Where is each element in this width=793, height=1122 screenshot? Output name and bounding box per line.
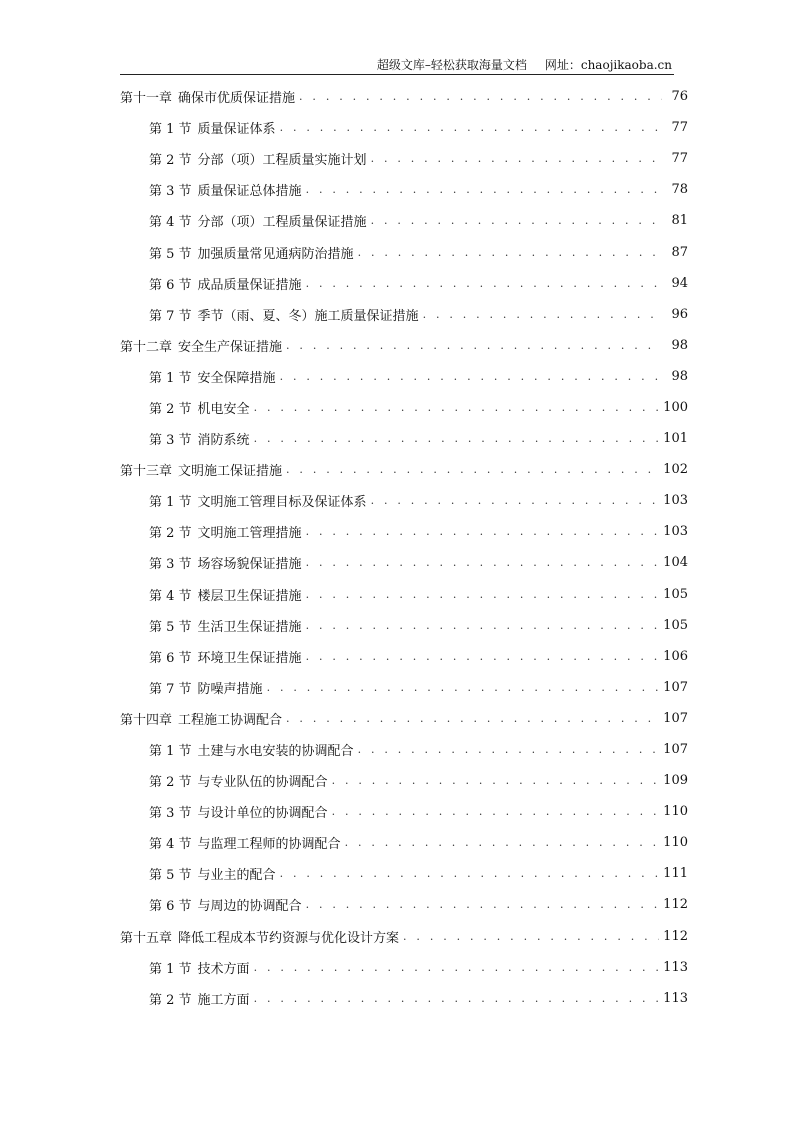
toc-entry-title: 与周边的协调配合 (197, 899, 302, 915)
toc-section-entry[interactable] (0, 361, 688, 392)
toc-entry-number: 第 5 节 (149, 246, 192, 262)
toc-dot-leader (299, 90, 662, 103)
toc-entry-title: 确保市优质保证措施 (178, 91, 296, 107)
toc-section-entry[interactable] (0, 236, 688, 267)
toc-entry-page-number: 96 (671, 306, 688, 322)
toc-entry-number: 第 2 节 (149, 992, 192, 1008)
toc-entry-title: 文明施工管理目标及保证体系 (197, 495, 367, 511)
toc-entry-page-number: 107 (663, 742, 688, 758)
toc-dot-leader (306, 619, 660, 632)
toc-entry-number: 第 3 节 (149, 557, 192, 573)
toc-entry-title: 环境卫生保证措施 (197, 650, 302, 666)
toc-dot-leader (306, 277, 662, 290)
toc-entry-page-number: 103 (663, 524, 688, 540)
toc-entry-page-number: 106 (663, 648, 688, 664)
toc-entry-number: 第 7 节 (149, 681, 192, 697)
toc-entry-title: 与专业队伍的协调配合 (197, 775, 328, 791)
toc-entry-page-number: 105 (663, 617, 688, 633)
toc-entry-page-number: 98 (671, 337, 688, 353)
toc-dot-leader (306, 183, 662, 196)
toc-entry-number: 第 1 节 (149, 961, 192, 977)
toc-dot-leader (306, 588, 660, 601)
toc-dot-leader (306, 898, 660, 911)
toc-entry-title: 季节（雨、夏、冬）施工质量保证措施 (197, 308, 419, 324)
toc-entry-title: 防噪声措施 (197, 681, 263, 697)
toc-entry-page-number: 109 (663, 773, 688, 789)
toc-entry-title: 降低工程成本节约资源与优化设计方案 (178, 930, 400, 946)
toc-entry-page-number: 81 (671, 213, 688, 229)
toc-entry-page-number: 113 (663, 959, 688, 975)
toc-section-entry[interactable] (0, 423, 688, 454)
toc-section-entry[interactable] (0, 734, 688, 765)
toc-section-entry[interactable] (0, 174, 688, 205)
toc-entry-title: 成品质量保证措施 (197, 277, 302, 293)
toc-section-entry[interactable] (0, 392, 688, 423)
toc-chapter-entry[interactable] (0, 330, 688, 361)
toc-entry-title: 文明施工管理措施 (197, 526, 302, 542)
toc-entry-title: 场容场貌保证措施 (197, 557, 302, 573)
toc-dot-leader (286, 712, 659, 725)
toc-entry-number: 第 2 节 (149, 775, 192, 791)
toc-section-entry[interactable] (0, 547, 688, 578)
header-url: 网址：chaojikaoba.cn (544, 58, 672, 72)
toc-entry-number: 第十四章 (120, 712, 173, 728)
toc-section-entry[interactable] (0, 952, 688, 983)
toc-entry-page-number: 111 (663, 866, 688, 882)
toc-entry-page-number: 98 (671, 368, 688, 384)
toc-dot-leader (423, 308, 662, 321)
toc-entry-number: 第 1 节 (149, 495, 192, 511)
toc-entry-number: 第十二章 (120, 339, 173, 355)
toc-dot-leader (306, 556, 660, 569)
toc-entry-page-number: 103 (663, 493, 688, 509)
toc-section-entry[interactable] (0, 672, 688, 703)
toc-entry-title: 机电安全 (197, 401, 250, 417)
toc-entry-number: 第十三章 (120, 464, 173, 480)
toc-entry-title: 技术方面 (197, 961, 250, 977)
toc-entry-number: 第 5 节 (149, 868, 192, 884)
toc-entry-page-number: 112 (663, 928, 688, 944)
toc-entry-title: 施工方面 (197, 992, 250, 1008)
toc-entry-number: 第 3 节 (149, 433, 192, 449)
toc-dot-leader (371, 152, 662, 165)
toc-entry-title: 楼层卫生保证措施 (197, 588, 302, 604)
toc-entry-page-number: 110 (663, 835, 688, 851)
toc-section-entry[interactable] (0, 516, 688, 547)
toc-entry-number: 第 2 节 (149, 401, 192, 417)
toc-dot-leader (280, 370, 662, 383)
page-header (120, 56, 674, 75)
toc-entry-title: 文明施工保证措施 (178, 464, 283, 480)
toc-entry-number: 第十五章 (120, 930, 173, 946)
toc-chapter-entry[interactable] (0, 921, 688, 952)
toc-entry-title: 分部（项）工程质量保证措施 (197, 215, 367, 231)
toc-entry-number: 第 1 节 (149, 744, 192, 760)
toc-entry-title: 与设计单位的协调配合 (197, 806, 328, 822)
toc-section-entry[interactable] (0, 610, 688, 641)
toc-entry-title: 质量保证体系 (197, 122, 276, 138)
toc-entry-title: 生活卫生保证措施 (197, 619, 302, 635)
toc-entry-page-number: 107 (663, 679, 688, 695)
toc-entry-page-number: 100 (663, 399, 688, 415)
toc-entry-number: 第 1 节 (149, 122, 192, 138)
toc-entry-title: 安全生产保证措施 (178, 339, 283, 355)
toc-section-entry[interactable] (0, 827, 688, 858)
toc-entry-number: 第 4 节 (149, 215, 192, 231)
toc-entry-title: 分部（项）工程质量实施计划 (197, 153, 367, 169)
toc-entry-page-number: 112 (663, 897, 688, 913)
toc-dot-leader (280, 867, 660, 880)
toc-entry-title: 与业主的配合 (197, 868, 276, 884)
toc-dot-leader (254, 401, 660, 414)
toc-dot-leader (280, 121, 662, 134)
toc-section-entry[interactable] (0, 143, 688, 174)
toc-entry-number: 第 5 节 (149, 619, 192, 635)
toc-chapter-entry[interactable] (0, 454, 688, 485)
header-text (377, 56, 672, 73)
header-site-name: 超级文库–轻松获取海量文档 (376, 58, 527, 72)
toc-dot-leader (345, 836, 660, 849)
toc-entry-number: 第 7 节 (149, 308, 192, 324)
toc-dot-leader (306, 650, 660, 663)
toc-entry-title: 消防系统 (197, 433, 250, 449)
toc-dot-leader (286, 339, 662, 352)
toc-entry-page-number: 101 (663, 431, 688, 447)
toc-dot-leader (286, 463, 659, 476)
toc-section-entry[interactable] (0, 641, 688, 672)
toc-entry-number: 第 3 节 (149, 184, 192, 200)
toc-section-entry[interactable] (0, 796, 688, 827)
toc-entry-number: 第十一章 (120, 91, 173, 107)
toc-dot-leader (332, 774, 660, 787)
toc-entry-title: 与监理工程师的协调配合 (197, 837, 341, 853)
toc-dot-leader (254, 961, 660, 974)
toc-entry-number: 第 1 节 (149, 370, 192, 386)
toc-entry-page-number: 110 (663, 804, 688, 820)
toc-entry-page-number: 77 (671, 120, 688, 136)
toc-entry-page-number: 77 (671, 151, 688, 167)
toc-dot-leader (358, 743, 660, 756)
toc-entry-number: 第 6 节 (149, 899, 192, 915)
toc-entry-page-number: 76 (671, 89, 688, 105)
toc-dot-leader (332, 805, 660, 818)
toc-entry-page-number: 113 (663, 990, 688, 1006)
toc-entry-page-number: 94 (671, 275, 688, 291)
toc-entry-title: 安全保障措施 (197, 370, 276, 386)
toc-entry-number: 第 4 节 (149, 837, 192, 853)
toc-entry-number: 第 6 节 (149, 277, 192, 293)
toc-section-entry[interactable] (0, 112, 688, 143)
toc-dot-leader (306, 525, 660, 538)
toc-entry-page-number: 102 (663, 462, 688, 478)
toc-entry-page-number: 87 (671, 244, 688, 260)
toc-section-entry[interactable] (0, 765, 688, 796)
toc-entry-title: 工程施工协调配合 (178, 712, 283, 728)
toc-entry-page-number: 78 (671, 182, 688, 198)
toc-dot-leader (254, 992, 660, 1005)
toc-entry-title: 土建与水电安装的协调配合 (197, 744, 354, 760)
toc-entry-number: 第 3 节 (149, 806, 192, 822)
toc-entry-page-number: 104 (663, 555, 688, 571)
toc-section-entry[interactable] (0, 299, 688, 330)
toc-chapter-entry[interactable] (0, 703, 688, 734)
toc-dot-leader (358, 246, 662, 259)
toc-entry-title: 质量保证总体措施 (197, 184, 302, 200)
toc-entry-title: 加强质量常见通病防治措施 (197, 246, 354, 262)
toc-section-entry[interactable] (0, 983, 688, 1014)
toc-entry-number: 第 2 节 (149, 526, 192, 542)
toc-section-entry[interactable] (0, 205, 688, 236)
toc-dot-leader (371, 214, 662, 227)
toc-dot-leader (267, 681, 660, 694)
toc-section-entry[interactable] (0, 485, 688, 516)
toc-entry-page-number: 105 (663, 586, 688, 602)
toc-section-entry[interactable] (0, 268, 688, 299)
toc-entry-page-number: 107 (663, 710, 688, 726)
toc-section-entry[interactable] (0, 858, 688, 889)
toc-section-entry[interactable] (0, 579, 688, 610)
toc-dot-leader (254, 432, 660, 445)
toc-entry-number: 第 4 节 (149, 588, 192, 604)
toc-section-entry[interactable] (0, 889, 688, 920)
toc-chapter-entry[interactable] (0, 81, 688, 112)
toc-entry-number: 第 2 节 (149, 153, 192, 169)
toc-dot-leader (403, 930, 659, 943)
table-of-contents (0, 81, 793, 1014)
toc-dot-leader (371, 494, 660, 507)
toc-entry-number: 第 6 节 (149, 650, 192, 666)
